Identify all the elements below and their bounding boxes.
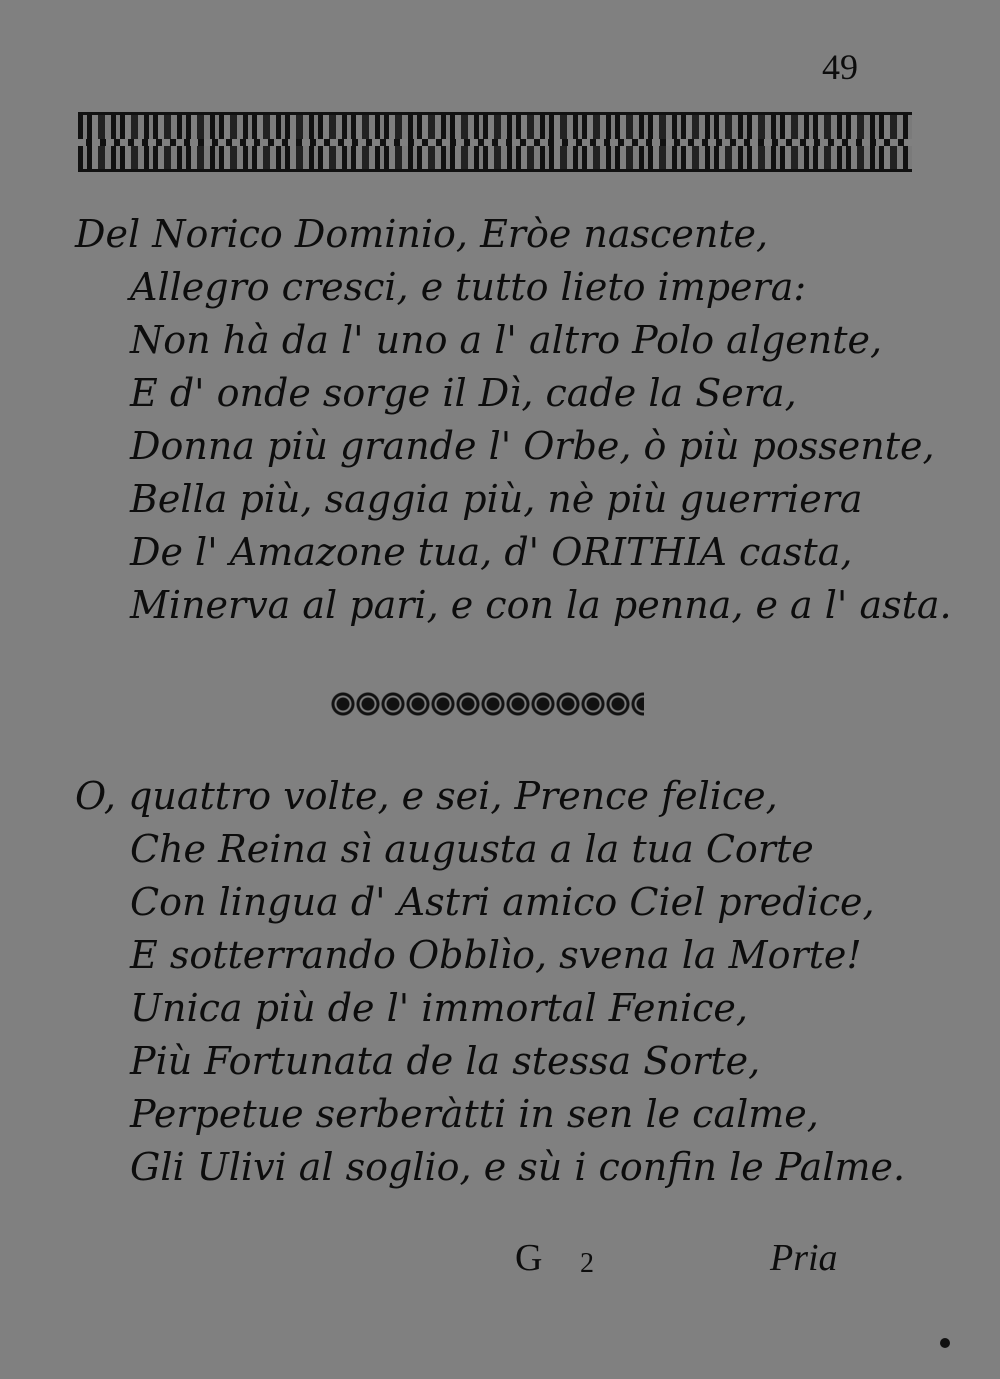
- stanza-divider-ornament: [331, 690, 644, 718]
- catchword: Pria: [770, 1237, 838, 1279]
- stanza-1: [75, 208, 952, 632]
- verse-line: E sotterrando Obblìo, svena la Morte!: [130, 933, 862, 977]
- header-ornament-band: [78, 112, 912, 172]
- signature-mark: G: [515, 1237, 543, 1279]
- signature-number: 2: [580, 1248, 594, 1279]
- page-number: 49: [822, 47, 858, 87]
- verse-line: Donna più grande l' Orbe, ò più possente,: [130, 424, 935, 468]
- verse-line: Più Fortunata de la stessa Sorte,: [130, 1039, 761, 1083]
- ink-speck: [940, 1338, 950, 1348]
- verse-line: Che Reina sì augusta a la tua Corte: [130, 827, 814, 871]
- verse-line: E d' onde sorge il Dì, cade la Sera,: [130, 371, 797, 415]
- verse-line: Non hà da l' uno a l' altro Polo algente,: [130, 318, 883, 362]
- verse-line: O, quattro volte, e sei, Prence felice,: [75, 774, 778, 818]
- verse-line: Gli Ulivi al soglio, e sù i confin le Palme.: [130, 1145, 906, 1189]
- verse-line: De l' Amazone tua, d' ORITHIA casta,: [130, 530, 853, 574]
- verse-line: Bella più, saggia più, nè più guerriera: [130, 477, 863, 521]
- verse-line: Allegro cresci, e tutto lieto impera:: [130, 265, 807, 309]
- verse-line: Con lingua d' Astri amico Ciel predice,: [130, 880, 875, 924]
- verse-line: Del Norico Dominio, Eròe nascente,: [75, 212, 769, 256]
- verse-line: Minerva al pari, e con la penna, e a l' asta.: [130, 583, 952, 627]
- stanza-2: [75, 770, 925, 1194]
- verse-line: Perpetue serberàtti in sen le calme,: [130, 1092, 819, 1136]
- verse-line: Unica più de l' immortal Fenice,: [130, 986, 748, 1030]
